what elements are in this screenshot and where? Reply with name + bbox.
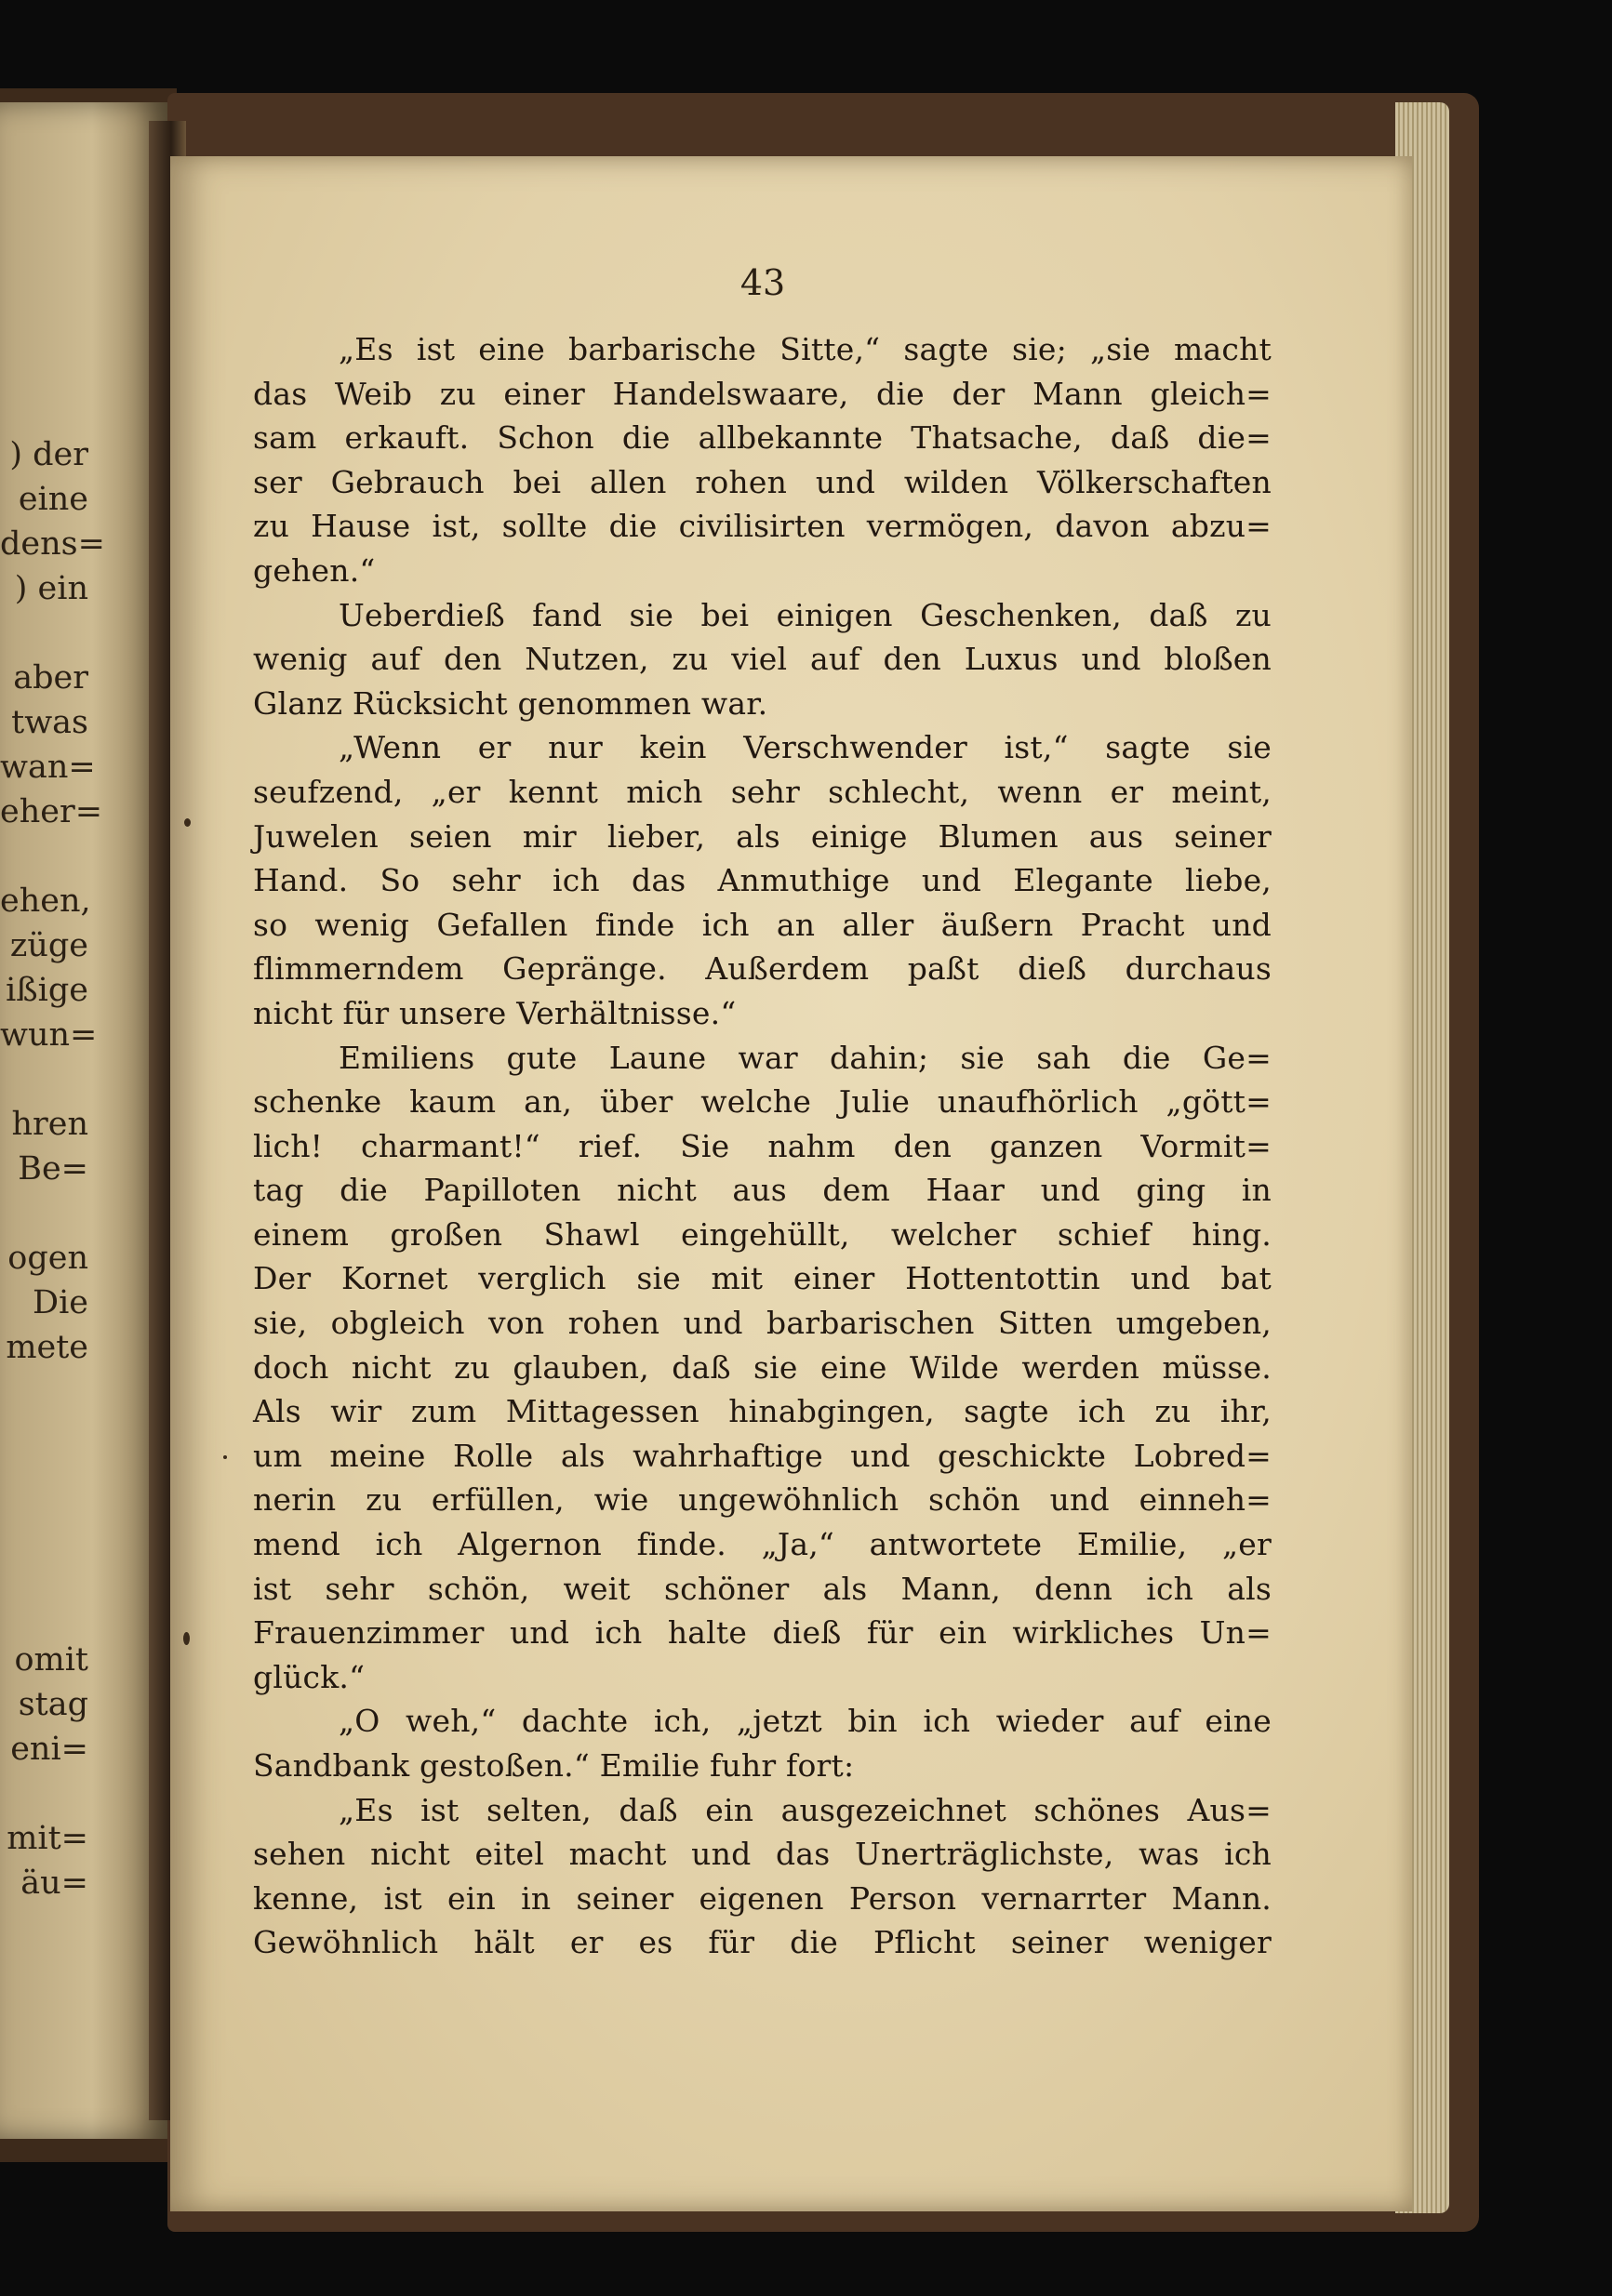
left-page-fragment xyxy=(0,1772,88,1816)
text-line: gehen.“ xyxy=(253,551,376,589)
left-page-fragment: dens= xyxy=(0,525,105,563)
text-line: Der Kornet verglich sie mit einer Hottentottin und bat xyxy=(253,1260,1272,1297)
text-line: sam erkauft. Schon die allbekannte Thatsache, daß die= xyxy=(253,419,1272,457)
left-page-fragment: eher= xyxy=(0,793,103,830)
left-page-text-fragments xyxy=(0,432,105,1905)
text-line: Als wir zum Mittagessen hinabgingen, sagte ich zu ihr, xyxy=(253,1393,1272,1430)
left-page-fragment: wun= xyxy=(0,1016,98,1054)
left-page-fragment: twas xyxy=(11,704,88,741)
text-line: glück.“ xyxy=(253,1658,366,1695)
left-page xyxy=(0,102,167,2139)
text-line: „Wenn er nur kein Verschwender ist,“ sagte sie xyxy=(339,729,1272,766)
left-page-fragment xyxy=(0,1504,88,1548)
text-line: „Es ist selten, daß ein ausgezeichnet schönes Aus= xyxy=(339,1791,1272,1828)
text-line: zu Hause ist, sollte die civilisirten vermögen, davon abzu= xyxy=(253,508,1272,545)
left-page-fragment xyxy=(0,1593,88,1638)
left-page-fragment: züge xyxy=(9,927,88,964)
text-line: Ueberdieß fand sie bei einigen Geschenken, daß zu xyxy=(339,596,1272,633)
margin-mark xyxy=(223,1455,227,1459)
left-page-fragment: Die xyxy=(33,1284,88,1321)
text-line: nicht für unsere Verhältnisse.“ xyxy=(253,994,737,1031)
left-page-fragment: mit= xyxy=(7,1820,88,1857)
text-line: Hand. So sehr ich das Anmuthige und Elegante liebe, xyxy=(253,862,1272,899)
left-page-fragment: stag xyxy=(18,1686,88,1723)
text-line: Glanz Rücksicht genommen war. xyxy=(253,684,768,722)
page-number: 43 xyxy=(739,262,786,303)
text-line: so wenig Gefallen finde ich an aller äußern Pracht und xyxy=(253,906,1272,943)
text-line: nerin zu erfüllen, wie ungewöhnlich schön und einneh= xyxy=(253,1481,1272,1519)
text-line: das Weib zu einer Handelswaare, die der Mann gleich= xyxy=(253,375,1272,412)
page-body-text xyxy=(253,327,1272,1965)
text-line: „O weh,“ dachte ich, „jetzt bin ich wieder auf eine xyxy=(339,1703,1272,1740)
text-line: Frauenzimmer und ich halte dieß für ein wirkliches Un= xyxy=(253,1614,1272,1652)
text-line: einem großen Shawl eingehüllt, welcher schief hing. xyxy=(253,1215,1272,1253)
text-line: ser Gebrauch bei allen rohen und wilden Völkerschaften xyxy=(253,463,1272,500)
left-page-fragment xyxy=(0,1191,88,1236)
left-page-fragment xyxy=(0,1370,88,1414)
left-page-fragment xyxy=(0,1548,88,1593)
left-page-fragment xyxy=(0,1459,88,1504)
text-line: um meine Rolle als wahrhaftige und geschickte Lobred= xyxy=(253,1437,1272,1474)
text-line: lich! charmant!“ rief. Sie nahm den ganzen Vormit= xyxy=(253,1127,1272,1164)
text-line: doch nicht zu glauben, daß sie eine Wilde werden müsse. xyxy=(253,1348,1272,1386)
text-line: flimmerndem Gepränge. Außerdem paßt dieß durchaus xyxy=(253,950,1272,988)
left-page-fragment xyxy=(0,834,88,879)
text-line: schenke kaum an, über welche Julie unaufhörlich „gött= xyxy=(253,1083,1272,1121)
text-line: „Es ist eine barbarische Sitte,“ sagte sie; „sie macht xyxy=(339,331,1272,367)
text-line: sie, obgleich von rohen und barbarischen Sitten umgeben, xyxy=(253,1305,1272,1342)
text-line: wenig auf den Nutzen, zu viel auf den Luxus und bloßen xyxy=(253,641,1272,678)
left-page-fragment: hren xyxy=(11,1106,88,1143)
left-page-fragment: wan= xyxy=(0,749,96,786)
left-page-fragment xyxy=(0,1414,88,1459)
text-line: Juwelen seien mir lieber, als einige Blumen aus seiner xyxy=(253,817,1272,855)
left-page-fragment: mete xyxy=(6,1329,88,1366)
text-line: mend ich Algernon finde. „Ja,“ antwortete Emilie, „er xyxy=(253,1526,1272,1563)
margin-mark xyxy=(183,1632,190,1645)
text-line: seufzend, „er kennt mich sehr schlecht, wenn er meint, xyxy=(253,773,1272,810)
text-line: sehen nicht eitel macht und das Unerträglichste, was ich xyxy=(253,1836,1272,1873)
left-page-fragment: ißige xyxy=(6,972,88,1009)
text-line: Gewöhnlich hält er es für die Pflicht seiner weniger xyxy=(253,1924,1272,1961)
text-line: ist sehr schön, weit schöner als Mann, denn ich als xyxy=(253,1570,1272,1607)
left-page-fragment: eine xyxy=(18,481,88,518)
text-line: Sandbank gestoßen.“ Emilie fuhr fort: xyxy=(253,1747,855,1784)
margin-mark xyxy=(184,818,191,827)
left-page-fragment: ) ein xyxy=(14,570,88,607)
left-page-fragment: ) der xyxy=(9,436,88,473)
left-page-fragment: ehen, xyxy=(0,883,91,920)
text-line: tag die Papilloten nicht aus dem Haar und ging in xyxy=(253,1172,1272,1209)
left-page-fragment: eni= xyxy=(10,1731,88,1768)
left-page-fragment: aber xyxy=(13,659,88,697)
left-page-fragment xyxy=(0,611,88,656)
text-line: Emiliens gute Laune war dahin; sie sah die Ge= xyxy=(339,1039,1272,1076)
left-page-fragment: Be= xyxy=(18,1150,88,1188)
left-page-fragment xyxy=(0,1057,88,1102)
left-page-fragment: äu= xyxy=(20,1865,88,1902)
left-page-fragment: ogen xyxy=(7,1240,88,1277)
left-page-fragment: omit xyxy=(14,1641,88,1679)
text-line: kenne, ist ein in seiner eigenen Person vernarrter Mann. xyxy=(253,1879,1272,1917)
